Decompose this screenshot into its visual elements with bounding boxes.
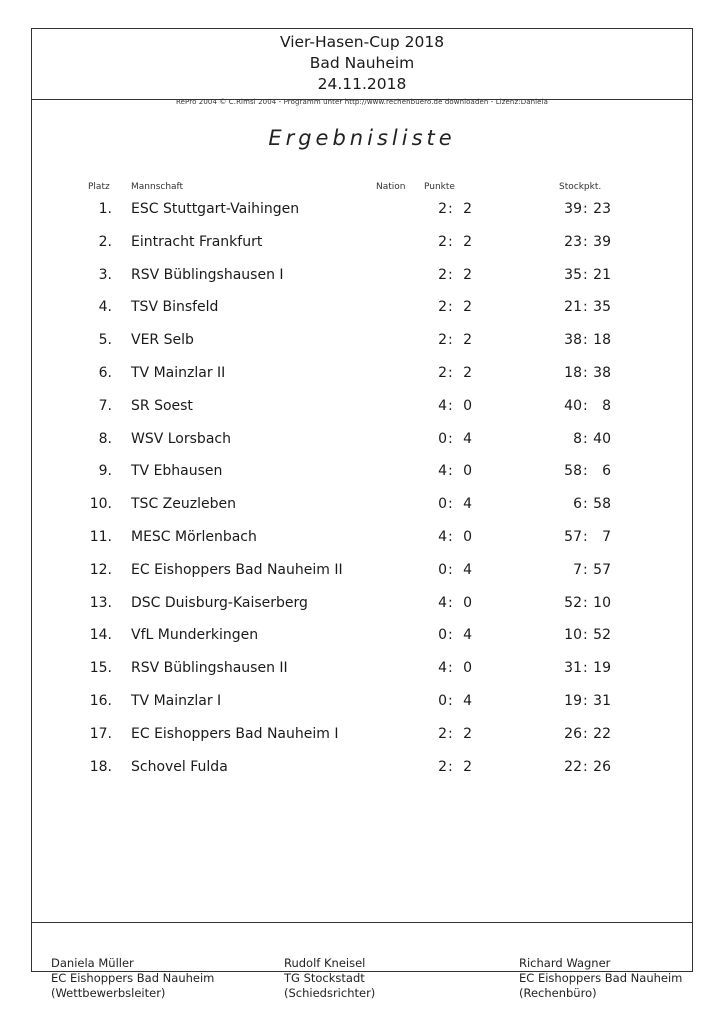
points-separator: : (448, 529, 453, 545)
points-lost-cell: 4 (463, 430, 472, 447)
table-row (32, 299, 694, 332)
points-won-cell: 0 (438, 496, 447, 513)
stock-points-for-cell: 26 (564, 725, 582, 742)
stock-points-for-cell: 23 (564, 233, 582, 250)
points-lost-cell: 2 (463, 201, 472, 217)
table-row (32, 627, 694, 660)
stock-points-against-cell: 52 (593, 627, 611, 644)
stock-points-for-cell: 19 (564, 693, 582, 709)
stock-points-for-cell: 39 (564, 201, 582, 217)
points-lost-cell: 2 (463, 332, 472, 349)
place-cell: 13. (89, 594, 112, 611)
stock-points-against-cell: 10 (593, 594, 611, 611)
signature-name: Daniela Müller (51, 956, 134, 970)
points-separator: : (448, 627, 453, 644)
page-heading: Ergebnisliste (268, 126, 456, 150)
points-won-cell: 2 (438, 299, 447, 316)
column-header-place: Platz (88, 182, 110, 192)
stock-points-for-cell: 10 (564, 627, 582, 644)
signature-club: EC Eishoppers Bad Nauheim (51, 971, 215, 985)
points-separator: : (448, 266, 453, 283)
place-cell: 6. (98, 365, 112, 381)
points-won-cell: 2 (438, 758, 447, 775)
stock-points-against-cell: 38 (593, 365, 611, 381)
footer-divider (32, 922, 692, 923)
stock-points-for-cell: 8 (573, 430, 582, 447)
points-separator: : (448, 725, 453, 742)
stock-points-for-cell: 52 (564, 594, 582, 611)
points-lost-cell: 4 (463, 693, 472, 709)
stock-points-for-cell: 40 (564, 397, 582, 414)
place-cell: 3. (98, 266, 112, 283)
signature-club: EC Eishoppers Bad Nauheim (519, 971, 683, 985)
points-lost-cell: 2 (463, 365, 472, 381)
stock-points-for-cell: 38 (564, 332, 582, 349)
points-won-cell: 0 (438, 693, 447, 709)
stock-separator: : (583, 266, 588, 283)
stock-points-against-cell: 18 (593, 332, 611, 349)
stock-points-for-cell: 58 (564, 463, 582, 480)
stock-points-for-cell: 31 (564, 660, 582, 677)
team-cell: TV Mainzlar II (131, 365, 226, 381)
signature-name: Rudolf Kneisel (284, 956, 366, 970)
team-cell: DSC Duisburg-Kaiserberg (131, 594, 308, 611)
stock-points-against-cell: 22 (593, 725, 611, 742)
points-lost-cell: 2 (463, 758, 472, 775)
event-date: 24.11.2018 (317, 75, 407, 93)
team-cell: EC Eishoppers Bad Nauheim I (131, 725, 339, 742)
team-cell: TSC Zeuzleben (131, 496, 236, 513)
stock-points-against-cell: 58 (593, 496, 611, 513)
points-separator: : (448, 332, 453, 349)
points-won-cell: 0 (438, 627, 447, 644)
table-row (32, 463, 694, 496)
stock-points-for-cell: 18 (564, 365, 582, 381)
points-won-cell: 2 (438, 332, 447, 349)
points-separator: : (448, 299, 453, 316)
points-won-cell: 2 (438, 266, 447, 283)
stock-points-against-cell: 7 (602, 529, 611, 545)
team-cell: Schovel Fulda (131, 758, 228, 775)
event-location: Bad Nauheim (309, 54, 415, 72)
points-separator: : (448, 660, 453, 677)
points-separator: : (448, 758, 453, 775)
points-lost-cell: 2 (463, 233, 472, 250)
table-row (32, 431, 694, 464)
place-cell: 17. (89, 725, 112, 742)
stock-separator: : (583, 758, 588, 775)
points-won-cell: 4 (438, 594, 447, 611)
table-row (32, 234, 694, 267)
stock-points-for-cell: 22 (564, 758, 582, 775)
points-separator: : (448, 233, 453, 250)
points-lost-cell: 2 (463, 725, 472, 742)
points-won-cell: 2 (438, 201, 447, 217)
points-separator: : (448, 561, 453, 578)
points-won-cell: 4 (438, 660, 447, 677)
points-lost-cell: 2 (463, 266, 472, 283)
team-cell: ESC Stuttgart-Vaihingen (131, 201, 300, 217)
stock-separator: : (583, 627, 588, 644)
place-cell: 5. (98, 332, 112, 349)
column-header-team: Mannschaft (131, 182, 184, 192)
column-header-stock: Stockpkt. (559, 182, 602, 192)
points-lost-cell: 2 (463, 299, 472, 316)
points-lost-cell: 0 (463, 660, 472, 677)
points-won-cell: 4 (438, 397, 447, 414)
team-cell: TV Ebhausen (131, 463, 223, 480)
team-cell: Eintracht Frankfurt (131, 233, 263, 250)
points-won-cell: 2 (438, 725, 447, 742)
column-header-points: Punkte (424, 182, 455, 192)
stock-points-for-cell: 57 (564, 529, 582, 545)
place-cell: 7. (98, 397, 112, 414)
place-cell: 8. (98, 430, 112, 447)
column-header-nation: Nation (376, 182, 406, 192)
signature-name: Richard Wagner (519, 956, 611, 970)
signature-competition-director (51, 956, 214, 1001)
table-row (32, 365, 694, 398)
stock-separator: : (583, 725, 588, 742)
stock-points-against-cell: 57 (593, 561, 611, 578)
place-cell: 15. (89, 660, 112, 677)
place-cell: 14. (89, 627, 112, 644)
team-cell: VER Selb (131, 332, 194, 349)
stock-separator: : (583, 299, 588, 316)
place-cell: 11. (89, 529, 112, 545)
points-lost-cell: 4 (463, 496, 472, 513)
points-separator: : (448, 201, 453, 217)
document-frame (31, 28, 693, 1000)
document-header (32, 29, 692, 95)
place-cell: 1. (98, 201, 112, 217)
stock-separator: : (583, 496, 588, 513)
team-cell: EC Eishoppers Bad Nauheim II (131, 561, 343, 578)
table-row (32, 660, 694, 693)
signature-scorer (519, 956, 682, 1001)
stock-separator: : (583, 233, 588, 250)
stock-points-for-cell: 7 (573, 561, 582, 578)
points-lost-cell: 4 (463, 561, 472, 578)
stock-points-for-cell: 21 (564, 299, 582, 316)
points-separator: : (448, 365, 453, 381)
points-separator: : (448, 594, 453, 611)
table-row (32, 693, 694, 726)
points-separator: : (448, 397, 453, 414)
stock-points-against-cell: 31 (593, 693, 611, 709)
points-won-cell: 4 (438, 529, 447, 545)
points-won-cell: 2 (438, 365, 447, 381)
place-cell: 16. (89, 693, 112, 709)
signature-role: (Rechenbüro) (519, 986, 597, 1000)
stock-separator: : (583, 561, 588, 578)
points-won-cell: 4 (438, 463, 447, 480)
stock-separator: : (583, 365, 588, 381)
points-lost-cell: 0 (463, 529, 472, 545)
signature-referee (284, 956, 375, 1001)
stock-separator: : (583, 332, 588, 349)
team-cell: RSV Büblingshausen I (131, 266, 284, 283)
stock-points-against-cell: 26 (593, 758, 611, 775)
team-cell: MESC Mörlenbach (131, 529, 257, 545)
team-cell: RSV Büblingshausen II (131, 660, 288, 677)
team-cell: SR Soest (131, 397, 193, 414)
event-title: Vier-Hasen-Cup 2018 (279, 33, 445, 51)
stock-points-against-cell: 19 (593, 660, 611, 677)
points-won-cell: 2 (438, 233, 447, 250)
signature-role: (Schiedsrichter) (284, 986, 376, 1000)
points-lost-cell: 4 (463, 627, 472, 644)
place-cell: 4. (98, 299, 112, 316)
signature-club: TG Stockstadt (284, 971, 365, 985)
table-row (32, 267, 694, 300)
stock-points-against-cell: 21 (593, 266, 611, 283)
team-cell: VfL Munderkingen (131, 627, 259, 644)
stock-points-for-cell: 35 (564, 266, 582, 283)
place-cell: 10. (89, 496, 112, 513)
stock-separator: : (583, 430, 588, 447)
place-cell: 18. (89, 758, 112, 775)
points-lost-cell: 0 (463, 397, 472, 414)
table-row (32, 726, 694, 759)
stock-points-for-cell: 6 (573, 496, 582, 513)
points-won-cell: 0 (438, 430, 447, 447)
stock-points-against-cell: 39 (593, 233, 611, 250)
points-separator: : (448, 430, 453, 447)
stock-separator: : (583, 660, 588, 677)
stock-points-against-cell: 23 (593, 201, 611, 217)
points-lost-cell: 0 (463, 594, 472, 611)
place-cell: 12. (89, 561, 112, 578)
place-cell: 9. (98, 463, 112, 480)
stock-separator: : (583, 529, 588, 545)
signature-role: (Wettbewerbsleiter) (51, 986, 166, 1000)
stock-separator: : (583, 693, 588, 709)
points-won-cell: 0 (438, 561, 447, 578)
place-cell: 2. (98, 233, 112, 250)
stock-points-against-cell: 35 (593, 299, 611, 316)
table-row (32, 398, 694, 431)
stock-separator: : (583, 201, 588, 217)
team-cell: TSV Binsfeld (131, 299, 219, 316)
stock-separator: : (583, 594, 588, 611)
table-row (32, 332, 694, 365)
stock-points-against-cell: 40 (593, 430, 611, 447)
points-lost-cell: 0 (463, 463, 472, 480)
table-row (32, 759, 694, 792)
software-credit: RePro 2004 © C.Rimsl 2004 - Programm unter http://www.rechenbuero.de downloaden - Lizenz:Daniela (176, 98, 548, 106)
stock-points-against-cell: 6 (602, 463, 611, 480)
points-separator: : (448, 463, 453, 480)
points-separator: : (448, 496, 453, 513)
team-cell: WSV Lorsbach (131, 430, 231, 447)
table-row (32, 529, 694, 562)
table-row (32, 595, 694, 628)
table-row (32, 496, 694, 529)
table-row (32, 201, 694, 234)
stock-separator: : (583, 463, 588, 480)
stock-separator: : (583, 397, 588, 414)
title-block (32, 32, 692, 95)
stock-points-against-cell: 8 (602, 397, 611, 414)
team-cell: TV Mainzlar I (131, 693, 222, 709)
table-row (32, 562, 694, 595)
points-separator: : (448, 693, 453, 709)
